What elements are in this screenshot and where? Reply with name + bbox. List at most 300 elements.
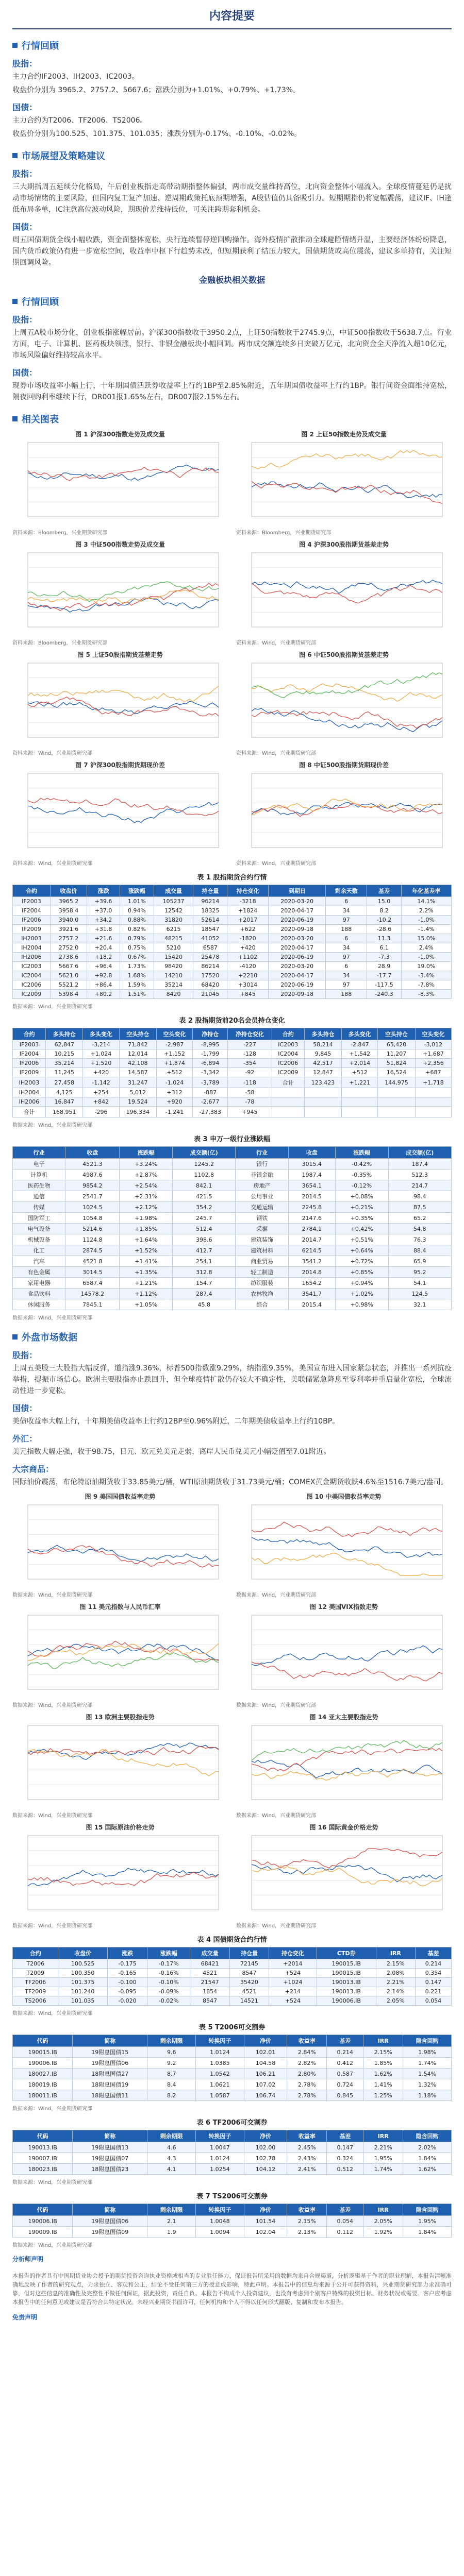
table-cell: 12,847	[304, 1068, 341, 1077]
table-row	[13, 1107, 452, 1117]
table-header-cell: 基差	[415, 1947, 451, 1959]
table-cell: 1.0094	[196, 2227, 244, 2238]
table-cell	[342, 1097, 378, 1107]
table-cell: 1.41%	[363, 2079, 403, 2090]
chart-grid-top	[12, 430, 452, 867]
table-row	[13, 897, 452, 906]
chart-panel	[12, 430, 228, 536]
table-cell: 180019.IB	[13, 2079, 73, 2090]
table-row	[13, 1224, 452, 1234]
table-cell: TF2009	[13, 1987, 58, 1996]
table-cell: 123,423	[304, 1077, 341, 1088]
table-cell: -0.175	[107, 1959, 147, 1969]
table-cell: 4.1	[147, 2164, 196, 2175]
table-cell: +0.42%	[335, 1224, 388, 1234]
table-cell: +20.4	[87, 943, 120, 953]
table-cell: 102.01	[244, 2047, 287, 2058]
table-cell	[304, 1088, 341, 1097]
chart-panel	[236, 540, 452, 646]
table-row	[13, 1180, 452, 1191]
table-cell: -2,847	[342, 1040, 378, 1049]
chart-plot	[236, 550, 448, 637]
table-cell: IC2003	[272, 1040, 304, 1049]
table-cell: 5398.4	[50, 990, 87, 999]
table-cell: 0.67%	[120, 953, 154, 962]
table-cell: 1.98%	[403, 2047, 452, 2058]
table-header-cell: 隐含回购	[403, 2204, 452, 2216]
table-cell: +3.24%	[120, 1159, 173, 1170]
table-cell: 传媒	[13, 1202, 65, 1213]
table-cell	[415, 1107, 451, 1117]
table-row	[13, 2216, 452, 2227]
table-cell: 合计	[13, 1107, 46, 1117]
source-note: 数据来源：Wind，兴业期货研究部	[12, 1703, 93, 1708]
source-note: 数据来源：Wind，兴业期货研究部	[12, 1923, 93, 1929]
table-cell: -1,142	[83, 1077, 119, 1088]
table-cell: 3541.2	[288, 1256, 335, 1267]
table-cell: 1024.5	[65, 1202, 120, 1213]
source-note: 资料来源：Bloomberg，兴业期货研究部	[12, 530, 108, 536]
table-title: 表 3 申万一级行业涨跌幅	[193, 1136, 271, 1143]
table-title: 表 2 股指期货前20名会员持仓变化	[179, 1017, 285, 1025]
table-cell	[304, 1097, 341, 1107]
table-cell: 101.035	[58, 1996, 107, 2006]
table-cell: 1.0621	[196, 2079, 244, 2090]
table-cell: 1.74%	[403, 2058, 452, 2069]
paragraph: 主力合约IF2003、IH2003、IC2003。	[12, 73, 139, 81]
table-row	[13, 1299, 452, 1310]
table-cell: 54.8	[388, 1224, 452, 1234]
table-cell: 25478	[193, 953, 227, 962]
table-cell: 2020-03-20	[269, 962, 326, 971]
table-cell: -0.10%	[147, 1978, 190, 1987]
table-cell: 1.95%	[363, 2153, 403, 2164]
futures-quote-table	[12, 885, 452, 999]
subsection-label: 股指：	[12, 1350, 38, 1360]
table-cell: -354	[228, 1059, 272, 1068]
plot-frame	[28, 1725, 219, 1800]
table-cell: +2210	[227, 971, 269, 980]
table-cell: 2015.4	[288, 1299, 335, 1310]
table-cell: 2014.5	[288, 1191, 335, 1202]
table-cell: 0.79%	[120, 934, 154, 943]
table-cell: TS2006	[13, 1996, 58, 2006]
table-cell	[272, 1088, 304, 1097]
table-cell: IF2004	[13, 906, 51, 916]
paragraph: 美元指数大幅走强，收于98.75，日元、欧元兑美元走弱，离岸人民币兑美元小幅贬值至7.01附近。	[12, 1448, 331, 1456]
table-cell: -0.09%	[147, 1987, 190, 1996]
table-cell: 6215	[154, 925, 193, 934]
table-cell: 16,847	[46, 1097, 83, 1107]
table-header-cell: 代码	[13, 2035, 73, 2047]
table-cell: 187.4	[388, 1159, 452, 1170]
table-cell: +2.87%	[120, 1170, 173, 1180]
table-cell: 1.95%	[403, 2216, 452, 2227]
table-cell: 7845.1	[65, 1299, 120, 1310]
table-cell: 3921.6	[50, 925, 87, 934]
table-cell: 2.08%	[376, 1969, 415, 1978]
table-header-cell: 年化基差率	[401, 885, 451, 897]
chart-title: 图 11 美元指数与人民币汇率	[79, 1603, 161, 1611]
section-outlook	[12, 149, 452, 162]
table-row	[13, 1987, 452, 1996]
industry-table	[12, 1146, 452, 1310]
table-cell: 2752.0	[50, 943, 87, 953]
table-cell: -1,799	[193, 1049, 228, 1059]
table-cell: -0.095	[107, 1987, 147, 1996]
table-header-cell: CTD券	[317, 1947, 376, 1959]
table-cell: IF2004	[13, 1049, 46, 1059]
table-cell: 62,847	[46, 1040, 83, 1049]
table-cell: 2014.8	[288, 1267, 335, 1278]
table-header-cell: 转换因子	[196, 2130, 244, 2142]
table-header-cell: 转换因子	[196, 2204, 244, 2216]
table-cell: +1.35%	[120, 1267, 173, 1278]
table-cell: 4,125	[46, 1088, 83, 1097]
table-header-cell: 合约	[272, 1028, 304, 1040]
footer-title-2: 免责声明	[12, 2314, 38, 2321]
table-cell: -0.100	[107, 1978, 147, 1987]
table-cell: 2738.6	[50, 953, 87, 962]
table-header-cell: 涨跌幅	[147, 1947, 190, 1959]
table-cell: 3965.2	[50, 897, 87, 906]
table-cell: 2.2%	[401, 906, 451, 916]
table-cell	[342, 1088, 378, 1097]
table-cell: 家用电器	[13, 1278, 65, 1289]
table-cell: 3654.1	[288, 1180, 335, 1191]
source-note: 资料来源：Bloomberg，兴业期货研究部	[12, 640, 108, 646]
table-cell: 190015.IB	[13, 2047, 73, 2058]
chart-title: 图 2 上证50指数走势及成交量	[301, 431, 387, 438]
table-cell: 12542	[154, 906, 193, 916]
table-cell: 95.2	[388, 1267, 452, 1278]
table-cell: 交通运输	[236, 1202, 288, 1213]
table-cell: -2,677	[193, 1097, 228, 1107]
source-note: 数据来源：Wind，兴业期货研究部	[12, 2243, 93, 2248]
table-cell: 0.354	[415, 1969, 451, 1978]
table-cell: -58	[228, 1088, 272, 1097]
table-cell: IF2003	[13, 897, 51, 906]
chart-title: 图 10 中美国债收益率走势	[306, 1493, 382, 1500]
chart-panel	[12, 760, 228, 867]
table-header-cell: 涨跌	[107, 1947, 147, 1959]
table-cell: 102.78	[244, 2153, 287, 2164]
table-cell: +1,520	[83, 1059, 119, 1068]
table-cell: 9854.2	[65, 1180, 120, 1191]
table-header-cell: 多头变化	[83, 1028, 119, 1040]
table-row	[13, 906, 452, 916]
table-cell: 27,458	[46, 1077, 83, 1088]
table-row	[13, 971, 452, 980]
table-cell: 98420	[154, 962, 193, 971]
table-header-cell: 净价	[244, 2130, 287, 2142]
table-cell: 1854	[190, 1987, 229, 1996]
table-header-cell: 隐含回购	[403, 2035, 452, 2047]
table-cell: 245.7	[173, 1213, 236, 1224]
chart-plot	[236, 439, 448, 527]
table-row	[13, 916, 452, 925]
table-cell: IC2004	[272, 1049, 304, 1059]
table-cell	[415, 1097, 451, 1107]
table-row	[13, 2227, 452, 2238]
table-cell: 421.5	[173, 1191, 236, 1202]
table-cell: +0.98%	[335, 1299, 388, 1310]
table-row	[13, 1278, 452, 1289]
table-cell: 14.1%	[401, 897, 451, 906]
table-cell: 2020-03-20	[269, 897, 326, 906]
table-cell: 2.13%	[287, 2227, 327, 2238]
table-row	[13, 1213, 452, 1224]
table-cell: 105237	[154, 897, 193, 906]
table-cell: +214	[269, 1987, 317, 1996]
table-cell: 17520	[193, 971, 227, 980]
table-cell: 76.3	[388, 1234, 452, 1245]
source-note: 数据来源：Wind，兴业期货研究部	[12, 2106, 93, 2112]
table-header-cell: 空头持仓	[119, 1028, 156, 1040]
square-bullet-icon	[12, 1334, 18, 1340]
table-cell: 34	[326, 943, 367, 953]
table-cell: T2006	[13, 1959, 58, 1969]
table-cell: IF2009	[13, 1068, 46, 1077]
table-cell: 14578.2	[65, 1289, 120, 1299]
table-header-cell: 多头持仓	[46, 1028, 83, 1040]
table-cell: -8,995	[193, 1040, 228, 1049]
table-row	[13, 1978, 452, 1987]
plot-frame	[252, 553, 442, 627]
table-cell: +512	[342, 1068, 378, 1077]
plot-frame	[252, 1615, 442, 1689]
table-cell: 190013.IB	[13, 2142, 73, 2153]
subsection-label: 国债：	[12, 103, 38, 112]
table-cell: 102.04	[244, 2227, 287, 2238]
table-cell: 商业贸易	[236, 1256, 288, 1267]
table-cell: 35214	[154, 980, 193, 990]
table-cell: -0.165	[107, 1969, 147, 1978]
table-header-cell: 收益率	[287, 2035, 327, 2047]
table-cell: 0.214	[327, 2047, 363, 2058]
table-cell: 65.9	[388, 1256, 452, 1267]
table-header-cell: 成交量	[154, 885, 193, 897]
member-position-table	[12, 1028, 452, 1117]
table-cell: 168,951	[46, 1107, 83, 1117]
chart-plot	[12, 439, 224, 527]
table-header-cell: 代码	[13, 2130, 73, 2142]
table-cell: 6587.4	[65, 1278, 120, 1289]
table-cell: 54.1	[388, 1278, 452, 1289]
table-cell: -0.35%	[335, 1170, 388, 1180]
table-cell: IC2006	[13, 980, 51, 990]
table-cell: 188	[326, 925, 367, 934]
table-cell: 48215	[154, 934, 193, 943]
table-cell: 2.14%	[376, 1987, 415, 1996]
table-cell: 纺织服装	[236, 1278, 288, 1289]
table-cell: +96.4	[87, 962, 120, 971]
table-cell: 2.21%	[376, 1978, 415, 1987]
table-cell: 512.3	[388, 1170, 452, 1180]
table-cell: 102.00	[244, 2142, 287, 2153]
chart-panel	[12, 540, 228, 646]
table-header-cell: 基差	[327, 2204, 363, 2216]
table-cell: -4120	[227, 962, 269, 971]
table-header-cell: 成交额(亿)	[388, 1147, 452, 1159]
table-cell: 1.84%	[403, 2227, 452, 2238]
table-cell: +1.52%	[120, 1245, 173, 1256]
table-cell: 6	[326, 962, 367, 971]
paragraph: 三大期指周五延续分化格局，午后创业板指走高带动期指整体偏强，两市成交量维持高位，北向资金整体小幅流入。全球疫情蔓延仍是扰动市场情绪的主要风险，但国内复工复产加速、逆周期政策托底预期增强，A股估值仍具备吸引力。短期期指仍将宽幅震荡，建议IF、IH逢低布局多单，IC注意高位波动风险，期现价差维持低位，可关注跨期套利机会。	[12, 183, 452, 214]
subsection-label: 股指：	[12, 169, 38, 179]
table-cell: TF2006	[13, 1978, 58, 1987]
chart-panel	[236, 1713, 452, 1819]
table-cell: 68421	[190, 1959, 229, 1969]
chart-title: 图 1 沪深300指数走势及成交量	[75, 431, 165, 438]
table-cell: 65,420	[378, 1040, 415, 1049]
chart-plot	[12, 1502, 224, 1589]
table-cell: 107.02	[244, 2079, 287, 2090]
table-cell: 14,587	[119, 1068, 156, 1077]
table-cell: -10.2	[367, 916, 402, 925]
table-cell: +1.64%	[120, 1234, 173, 1245]
table-cell: 4521.3	[65, 1159, 120, 1170]
table-cell: 医药生物	[13, 1180, 65, 1191]
chart-title: 图 14 亚太主要股指走势	[309, 1714, 378, 1721]
table-cell: 9.2	[147, 2058, 196, 2069]
chart-panel	[236, 760, 452, 867]
table-cell: 21045	[193, 990, 227, 999]
table-cell: 轻工制造	[236, 1267, 288, 1278]
table-cell: 19附息国债15	[73, 2047, 147, 2058]
table-cell: 11,207	[378, 1049, 415, 1059]
table-cell: IH2003	[13, 1077, 46, 1088]
table-cell: 3015.4	[288, 1159, 335, 1170]
table-cell: 合计	[272, 1077, 304, 1088]
table-cell: 公用事业	[236, 1191, 288, 1202]
table-cell: 398.6	[173, 1234, 236, 1245]
section-market-review-2	[12, 295, 452, 308]
table-cell: 4521	[229, 1987, 269, 1996]
table-cell: 52614	[193, 916, 227, 925]
source-note: 数据来源：Wind，兴业期货研究部	[236, 1923, 317, 1929]
table-cell: +86.4	[87, 980, 120, 990]
chart-panel	[236, 1602, 452, 1708]
table-cell: 4521	[190, 1969, 229, 1978]
table-cell: +1,687	[415, 1049, 451, 1059]
table-cell: 1.59%	[120, 980, 154, 990]
table-cell: 354.2	[173, 1202, 236, 1213]
table-cell: 19附息国债13	[73, 2142, 147, 2153]
table-header-cell: 涨跌	[87, 885, 120, 897]
table-header-cell: 简称	[73, 2130, 147, 2142]
table-cell: +37.0	[87, 906, 120, 916]
table-header-cell: 基差	[327, 2130, 363, 2142]
table-header-cell: 收盘	[288, 1147, 335, 1159]
table-cell	[415, 1088, 451, 1097]
table-row	[13, 2079, 452, 2090]
table-cell: +512	[156, 1068, 192, 1077]
table-cell: 0.147	[415, 1978, 451, 1987]
table-cell: +1102	[227, 953, 269, 962]
table-cell: -240.3	[367, 990, 402, 999]
table-cell: 2020-04-17	[269, 971, 326, 980]
table-cell: 11,245	[46, 1068, 83, 1077]
table-row	[13, 962, 452, 971]
table-cell: +0.35%	[335, 1213, 388, 1224]
plot-frame	[28, 1505, 219, 1579]
table-cell: +1.98%	[120, 1213, 173, 1224]
chart-title: 图 15 国际原油价格走势	[86, 1824, 155, 1831]
table-cell	[378, 1107, 415, 1117]
table-cell: 190006.IB	[317, 1996, 376, 2006]
table-cell: 1.25%	[363, 2090, 403, 2101]
table-cell: +2,014	[342, 1059, 378, 1068]
table-cell: -1,024	[156, 1077, 192, 1088]
source-note: 数据来源：Wind，兴业期货研究部	[236, 1813, 317, 1819]
deliverable-tf-table	[12, 2130, 452, 2175]
table-cell: 通信	[13, 1191, 65, 1202]
chart-title: 图 8 中证500股指期货期现价差	[299, 761, 389, 769]
table-cell: 18325	[193, 906, 227, 916]
table-header-cell: 收盘价	[58, 1947, 107, 1959]
table-cell: 1054.8	[65, 1213, 120, 1224]
table-cell: 0.221	[415, 1987, 451, 1996]
table-cell: 34	[326, 971, 367, 980]
table-cell: +2,356	[415, 1059, 451, 1068]
table-cell: -128	[228, 1049, 272, 1059]
table-header-cell: 多头持仓	[304, 1028, 341, 1040]
source-note: 数据来源：Wind，兴业期货研究部	[12, 1813, 93, 1819]
table-cell: 2.78%	[287, 2090, 327, 2101]
table-title: 表 6 TF2006可交割券	[196, 2119, 268, 2127]
chart-plot	[12, 550, 224, 637]
table-cell: 8.4	[147, 2079, 196, 2090]
table-row	[13, 1170, 452, 1180]
table-cell: +39.6	[87, 897, 120, 906]
table-row	[13, 1267, 452, 1278]
table-cell: 2.05%	[376, 1996, 415, 2006]
table-cell: 2.15%	[363, 2047, 403, 2058]
table-cell: -0.020	[107, 1996, 147, 2006]
table-cell: 休闲服务	[13, 1299, 65, 1310]
chart-panel	[12, 1823, 228, 1929]
table-cell: 2.82%	[287, 2058, 327, 2069]
table-cell: 2874.5	[65, 1245, 120, 1256]
table-cell: 31820	[154, 916, 193, 925]
deliverable-ts-table	[12, 2204, 452, 2238]
center-title: 金融板块相关数据	[198, 275, 265, 285]
table-cell: 2020-06-19	[269, 916, 326, 925]
table-cell: 采掘	[236, 1224, 288, 1234]
table-cell: 1654.2	[288, 1278, 335, 1289]
table-header-cell: 代码	[13, 2204, 73, 2216]
table-row	[13, 2090, 452, 2101]
table-cell: 18附息国债23	[73, 2164, 147, 2175]
table-cell: 1.62%	[403, 2164, 452, 2175]
table-cell: 98.4	[388, 1191, 452, 1202]
table-cell: 196,334	[119, 1107, 156, 1117]
table-cell: 101.240	[58, 1987, 107, 1996]
table-row	[13, 980, 452, 990]
table-cell: 2.43%	[287, 2153, 327, 2164]
table-cell: -1.4%	[401, 925, 451, 934]
table-cell: +1024	[269, 1978, 317, 1987]
table-cell: IF2009	[13, 925, 51, 934]
table-cell: 188	[326, 990, 367, 999]
table-header-cell: 剩余期限	[147, 2130, 196, 2142]
table-cell: IC2009	[272, 1068, 304, 1077]
table-title: 表 4 国债期货合约行情	[197, 1936, 267, 1944]
table-cell: 88.4	[388, 1245, 452, 1256]
table-cell: 31,247	[119, 1077, 156, 1088]
table-header-cell: 净价	[244, 2204, 287, 2216]
